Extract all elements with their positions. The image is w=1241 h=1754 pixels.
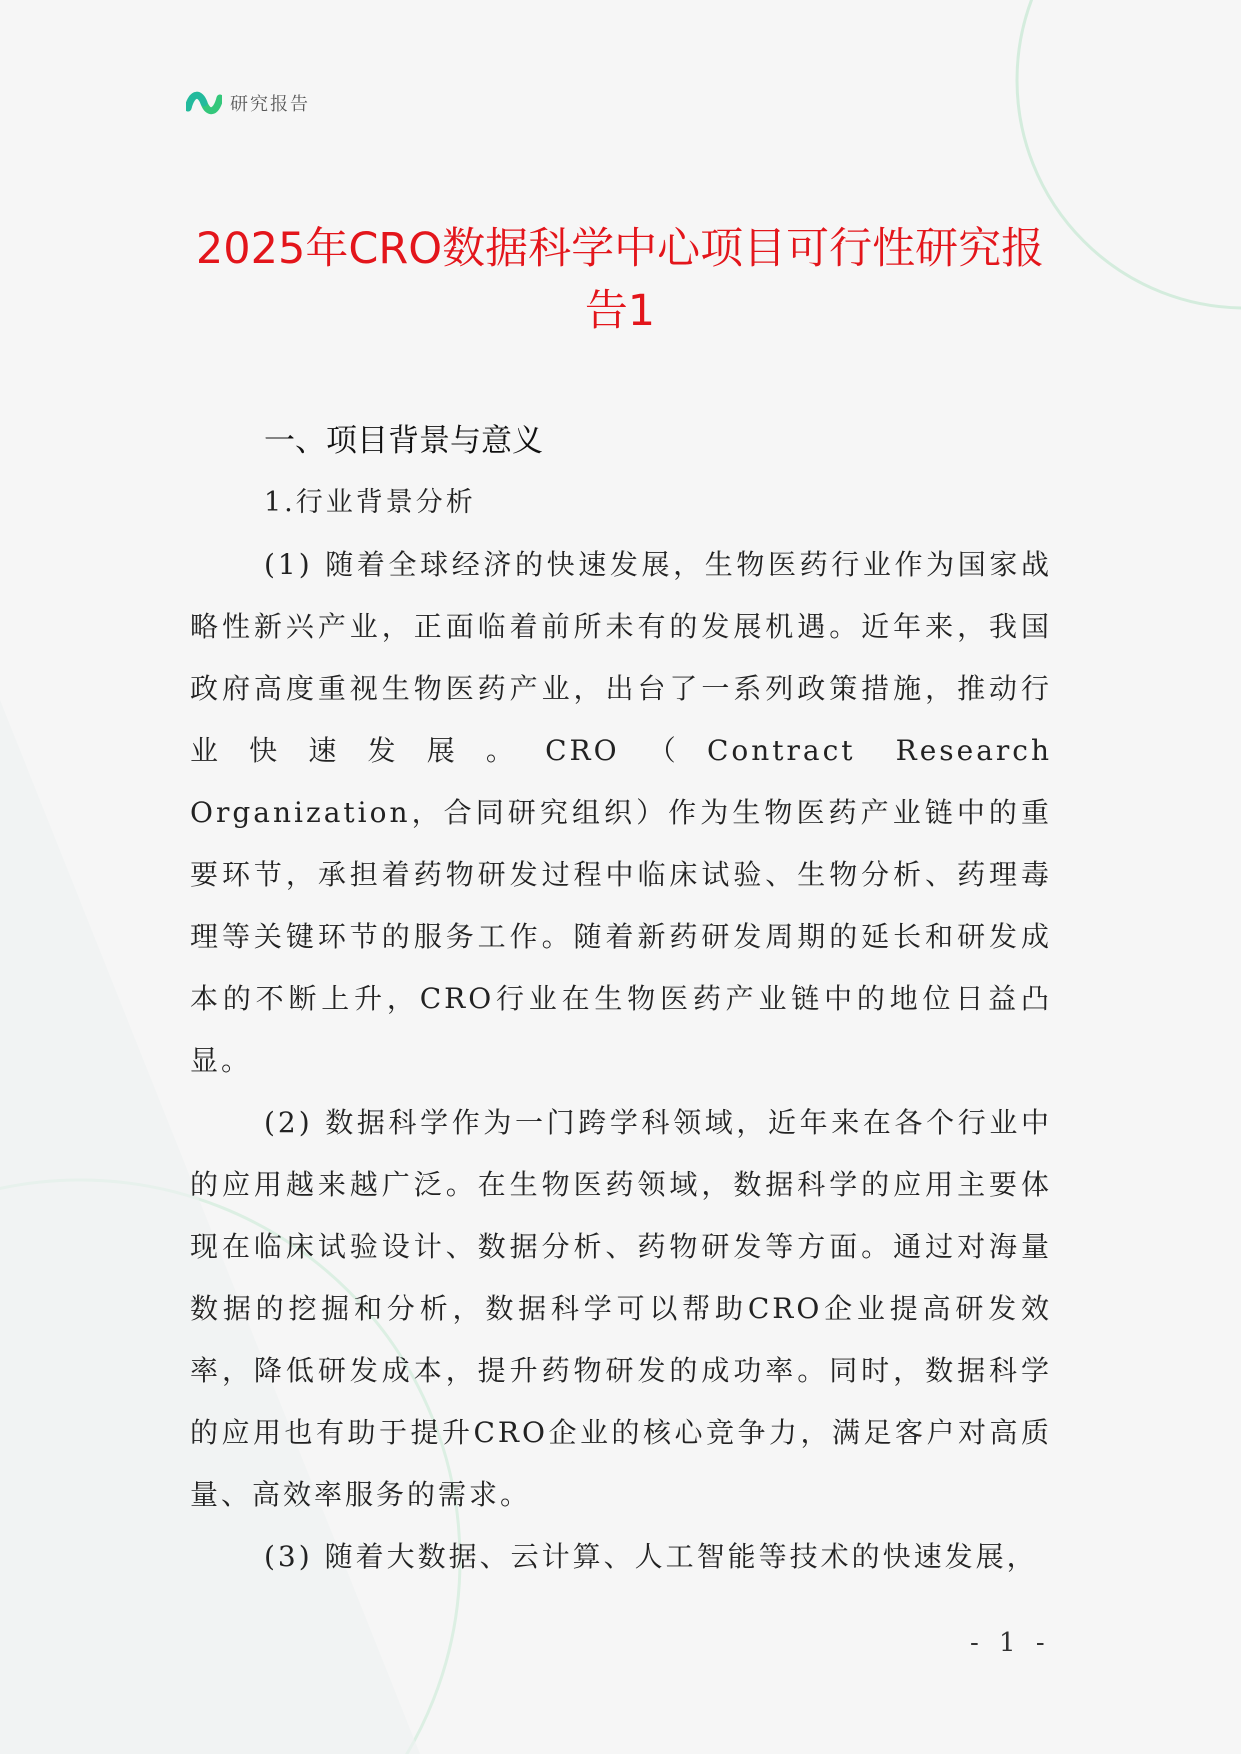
document-title: 2025年CRO数据科学中心项目可行性研究报告1	[195, 224, 1045, 336]
paragraph-1: (1) 随着全球经济的快速发展，生物医药行业作为国家战略性新兴产业，正面临着前所未有的发展机遇。近年来，我国政府高度重视生物医药产业，出台了一系列政策措施，推动行业快速发展。CRO（Contract Research Organization，合同研究组织）作为生物医药产业链中的重要环节，承担着药物研发过程中临床试验、生物分析、药理毒理等关键环节的服务工作。随着新药研发周期的延长和研发成本的不断上升，CRO行业在生物医药产业链中的地位日益凸显。	[190, 548, 1052, 1077]
page-number: - 1 -	[970, 1628, 1051, 1658]
section-heading: 一、项目背景与意义	[264, 423, 543, 459]
paragraph-3: (3) 随着大数据、云计算、人工智能等技术的快速发展，	[264, 1540, 1038, 1573]
subsection-heading: 1.行业背景分析	[264, 487, 476, 518]
document-body	[190, 410, 1052, 1588]
brand-header	[186, 88, 310, 118]
brand-logo-icon	[186, 88, 222, 118]
paragraph-2: (2) 数据科学作为一门跨学科领域，近年来在各个行业中的应用越来越广泛。在生物医药领域，数据科学的应用主要体现在临床试验设计、数据分析、药物研发等方面。通过对海量数据的挖掘和分析，数据科学可以帮助CRO企业提高研发效率，降低研发成本，提升药物研发的成功率。同时，数据科学的应用也有助于提升CRO企业的核心竞争力，满足客户对高质量、高效率服务的需求。	[190, 1106, 1052, 1511]
brand-text: 研究报告	[230, 94, 310, 115]
